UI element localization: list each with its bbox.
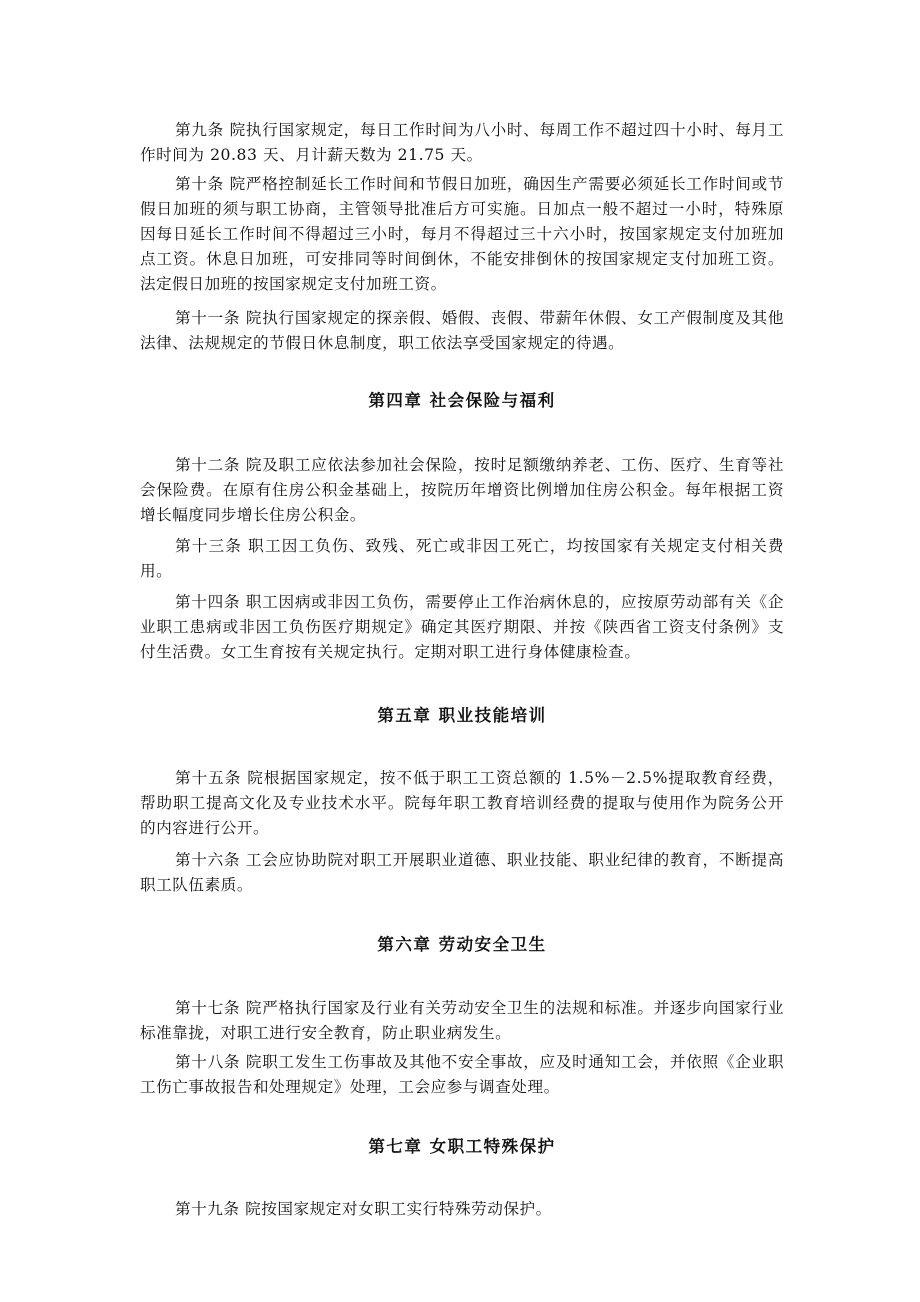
- article-18-paragraph: 第十八条 院职工发生工伤事故及其他不安全事故，应及时通知工会，并依照《企业职工伤亡事故报告和处理规定》处理，工会应参与调查处理。: [140, 1053, 784, 1096]
- article-17-paragraph: 第十七条 院严格执行国家及行业有关劳动安全卫生的法规和标准。并逐步向国家行业标准靠拢，对职工进行安全教育，防止职业病发生。: [140, 999, 784, 1042]
- chapter-4-heading: 第四章 社会保险与福利: [368, 391, 556, 410]
- article-10-paragraph: 第十条 院严格控制延长工作时间和节假日加班，确因生产需要必须延长工作时间或节假日加班的须与职工协商，主管领导批准后方可实施。日加点一般不超过一小时，特殊原因每日延长工作时间不得超过三小时，每月不得超过三十六小时，按国家规定支付加班加点工资。休息日加班，可安排同等时间倒休，不能安排倒休的按国家规定支付加班工资。法定假日加班的按国家规定支付加班工资。: [140, 175, 784, 293]
- chapter-7-heading: 第七章 女职工特殊保护: [368, 1137, 556, 1156]
- chapter-5-heading: 第五章 职业技能培训: [377, 706, 547, 725]
- article-13-paragraph: 第十三条 职工因工负伤、致残、死亡或非因工死亡，均按国家有关规定支付相关费用。: [140, 537, 784, 580]
- chapter-6-heading: 第六章 劳动安全卫生: [377, 935, 547, 954]
- article-11-paragraph: 第十一条 院执行国家规定的探亲假、婚假、丧假、带薪年休假、女工产假制度及其他法律、法规规定的节假日休息制度，职工依法享受国家规定的待遇。: [140, 309, 784, 352]
- article-19-paragraph: 第十九条 院按国家规定对女职工实行特殊劳动保护。: [175, 1200, 552, 1218]
- article-12-paragraph: 第十二条 院及职工应依法参加社会保险，按时足额缴纳养老、工伤、医疗、生育等社会保险费。在原有住房公积金基础上，按院历年增资比例增加住房公积金。每年根据工资增长幅度同步增长住房公积金。: [140, 456, 784, 524]
- article-15-paragraph: 第十五条 院根据国家规定，按不低于职工工资总额的 1.5%－2.5%提取教育经费，帮助职工提高文化及专业技术水平。院每年职工教育培训经费的提取与使用作为院务公开的内容进行公开。: [140, 769, 784, 837]
- article-16-paragraph: 第十六条 工会应协助院对职工开展职业道德、职业技能、职业纪律的教育，不断提高职工队伍素质。: [140, 851, 784, 894]
- article-9-paragraph: 第九条 院执行国家规定，每日工作时间为八小时、每周工作不超过四十小时、每月工作时间为 20.83 天、月计薪天数为 21.75 天。: [140, 121, 784, 164]
- article-14-paragraph: 第十四条 职工因病或非因工负伤，需要停止工作治病休息的，应按原劳动部有关《企业职工患病或非因工负伤医疗期规定》确定其医疗期限、并按《陕西省工资支付条例》支付生活费。女工生育按有关规定执行。定期对职工进行身体健康检查。: [140, 593, 784, 661]
